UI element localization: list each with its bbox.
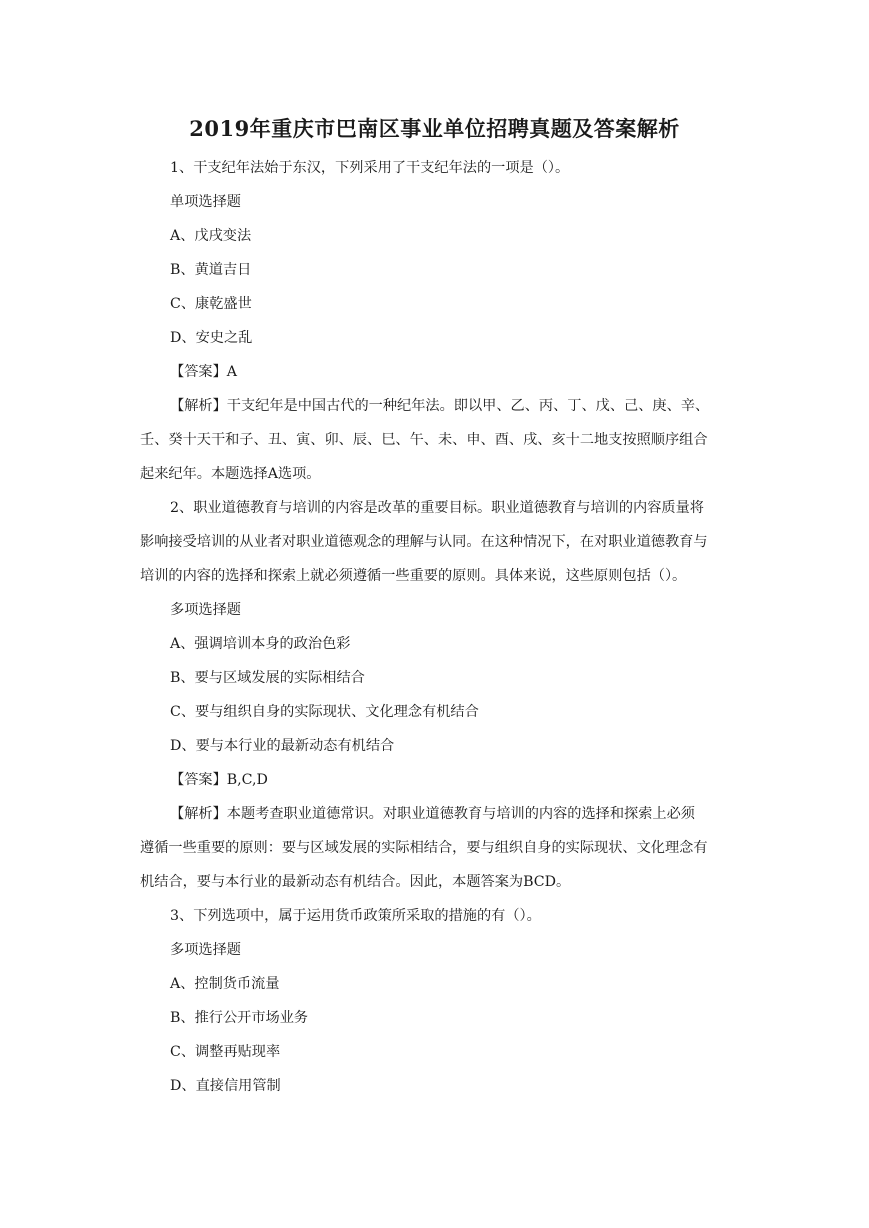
question-2-option-d: D、要与本行业的最新动态有机结合 <box>170 738 395 754</box>
question-2-stem-line: 2、职业道德教育与培训的内容是改革的重要目标。职业道德教育与培训的内容质量将 <box>170 500 704 516</box>
question-1-type: 单项选择题 <box>170 194 241 210</box>
question-1-answer: 【答案】A <box>170 364 237 380</box>
question-3-type: 多项选择题 <box>170 942 241 958</box>
question-3-option-a: A、控制货币流量 <box>170 976 280 992</box>
question-3-option-c: C、调整再贴现率 <box>170 1044 281 1060</box>
question-2-option-a: A、强调培训本身的政治色彩 <box>170 636 351 652</box>
question-2-analysis-line: 机结合，要与本行业的最新动态有机结合。因此，本题答案为BCD。 <box>140 874 571 890</box>
question-2-answer: 【答案】B,C,D <box>170 772 268 788</box>
question-2-option-b: B、要与区域发展的实际相结合 <box>170 670 365 686</box>
question-3-option-d: D、直接信用管制 <box>170 1078 281 1094</box>
question-1-option-d: D、安史之乱 <box>170 330 253 346</box>
question-1-analysis-line: 起来纪年。本题选择A选项。 <box>140 466 321 482</box>
question-2-stem-line: 培训的内容的选择和探索上就必须遵循一些重要的原则。具体来说，这些原则包括（）。 <box>140 568 687 584</box>
question-2-analysis-line: 遵循一些重要的原则：要与区域发展的实际相结合，要与组织自身的实际现状、文化理念有 <box>140 840 708 856</box>
question-1-option-a: A、戊戌变法 <box>170 228 252 244</box>
question-3-option-b: B、推行公开市场业务 <box>170 1010 309 1026</box>
document-body <box>140 151 750 1103</box>
question-1-stem: 1、干支纪年法始于东汉，下列采用了干支纪年法的一项是（）。 <box>170 160 570 176</box>
question-1-analysis-line: 壬、癸十天干和子、丑、寅、卯、辰、巳、午、未、申、酉、戌、亥十二地支按照顺序组合 <box>140 432 708 448</box>
question-3-stem: 3、下列选项中，属于运用货币政策所采取的措施的有（）。 <box>170 908 541 924</box>
question-2-type: 多项选择题 <box>170 602 241 618</box>
question-1-option-c: C、康乾盛世 <box>170 296 252 312</box>
question-1-analysis-line: 【解析】干支纪年是中国古代的一种纪年法。即以甲、乙、丙、丁、戊、己、庚、辛、 <box>170 398 710 414</box>
question-1-option-b: B、黄道吉日 <box>170 262 252 278</box>
page-title: 2019年重庆市巴南区事业单位招聘真题及答案解析 <box>189 116 680 141</box>
question-2-stem-line: 影响接受培训的从业者对职业道德观念的理解与认同。在这种情况下，在对职业道德教育与 <box>140 534 708 550</box>
question-2-analysis-line: 【解析】本题考查职业道德常识。对职业道德教育与培训的内容的选择和探索上必须 <box>170 806 695 822</box>
question-2-option-c: C、要与组织自身的实际现状、文化理念有机结合 <box>170 704 479 720</box>
